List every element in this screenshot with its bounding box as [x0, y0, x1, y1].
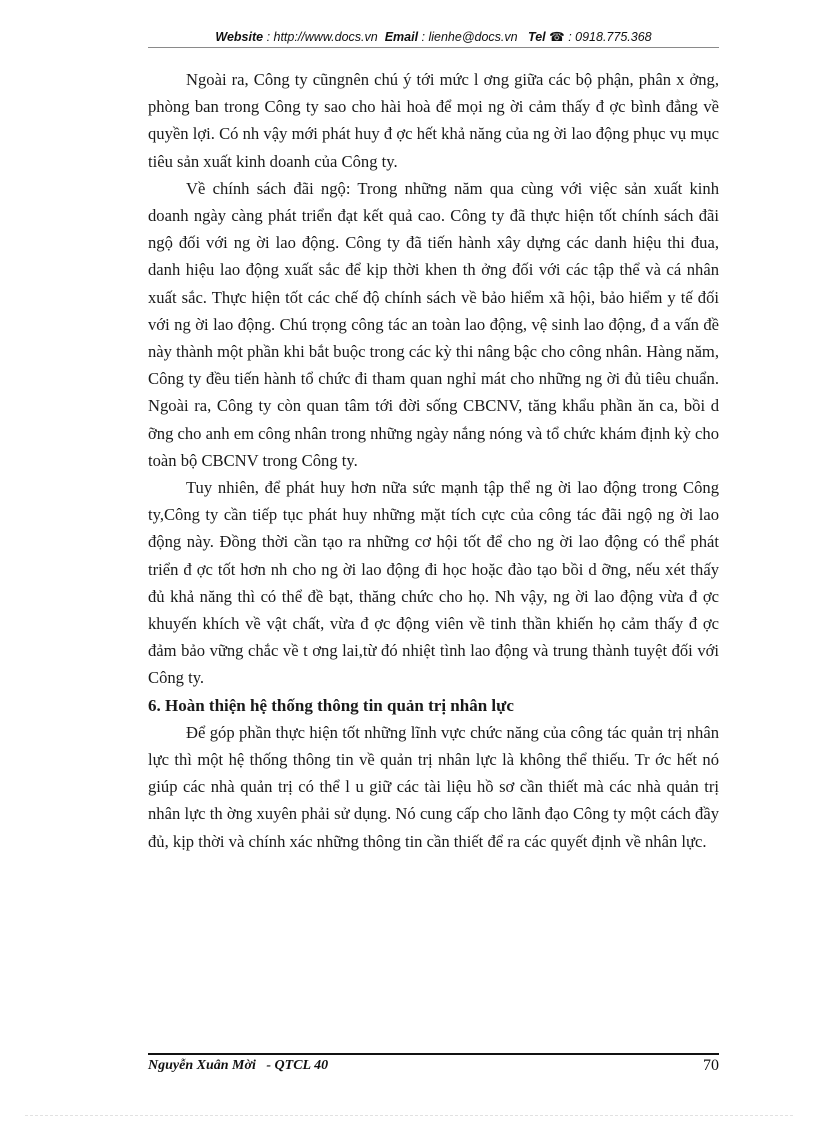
page-edge-divider: [25, 1115, 793, 1116]
paragraph-benefits-policy: Về chính sách đãi ngộ: Trong những năm qua cùng với việc sản xuất kinh doanh ngày càng phát triển đạt kết quả cao. Công ty đã thực hiện tốt chính sách đãi ngộ đối với ng ời lao động. Công ty đã tiến hành xây dựng các danh hiệu thi đua, danh hiệu lao động xuất sắc để kịp thời khen th ởng đối với các tập thể và cá nhân xuất sắc. Thực hiện tốt các chế độ chính sách về bảo hiểm xã hội, bảo hiểm y tế đối với ng ời lao động. Chú trọng công tác an toàn lao động, vệ sinh lao động, đ a vấn đề này thành một phần khi bắt buộc trong các kỳ thi nâng bậc cho công nhân. Hàng năm, Công ty đều tiến hành tổ chức đi tham quan nghỉ mát cho những ng ời đủ tiêu chuẩn. Ngoài ra, Công ty còn quan tâm tới đời sống CBCNV, tăng khẩu phần ăn ca, bồi d ỡng cho anh em công nhân trong những ngày nắng nóng và tổ chức khám định kỳ cho toàn bộ CBCNV trong Công ty.: [148, 178, 720, 470]
section-heading: 6. Hoàn thiện hệ thống thông tin quản trị nhân lực: [148, 695, 514, 715]
page-number: 70: [703, 1057, 719, 1074]
page-header: [148, 29, 719, 44]
paragraph-information-system: Để góp phần thực hiện tốt những lĩnh vực chức năng của công tác quản trị nhân lực thì một hệ thống thông tin về quản trị nhân lực là không thể thiếu. Tr ớc hết nó giúp các nhà quản trị có thể l u giữ các tài liệu hồ sơ cần thiết mà các nhà quản trị nhân lực th ờng xuyên phải sử dụng. Nó cung cấp cho lãnh đạo Công ty một cách đầy đủ, kịp thời và chính xác những thông tin cần thiết để ra các quyết định về nhân lực.: [148, 722, 719, 851]
tel-number: : 0918.775.368: [568, 30, 652, 44]
footer-author: Nguyễn Xuân Mời - QTCL 40: [148, 1058, 329, 1073]
footer-divider: [148, 1053, 719, 1055]
paragraph-salary: Ngoài ra, Công ty cũngnên chú ý tới mức l ơng giữa các bộ phận, phân x ởng, phòng ban trong Công ty sao cho hài hoà để mọi ng ời cảm thấy đ ợc bình đẳng về quyền lợi. Có nh vậy mới phát huy đ ợc hết khả năng của ng ời lao động phục vụ mục tiêu sản xuất kinh doanh của Công ty.: [148, 70, 719, 171]
header-divider: [148, 47, 719, 48]
document-body: [148, 66, 719, 855]
paragraph-further-development: Tuy nhiên, để phát huy hơn nữa sức mạnh tập thể ng ời lao động trong Công ty,Công ty cần tiếp tục phát huy những mặt tích cực của công tác đãi ngộ ng ời lao động này. Đồng thời cần tạo ra những cơ hội tốt để cho ng ời lao động có thể phát triển đ ợc tốt hơn nh cho ng ời lao động đi học hoặc đào tạo bồi d ỡng, nếu xét thấy đủ khả năng thì có thể đề bạt, thăng chức cho họ. Nh vậy, ng ời lao động vừa đ ợc khuyến khích về vật chất, vừa đ ợc động viên về tinh thần khiến họ cảm thấy đ ợc đảm bảo vững chắc về t ơng lai,từ đó nhiệt tình lao động và trung thành tuyệt đối với Công ty.: [148, 478, 719, 688]
phone-icon: ☎: [549, 30, 565, 44]
email-label: Email: [384, 30, 419, 44]
website-label: Website: [215, 30, 264, 44]
website-url[interactable]: : http://www.docs.vn: [266, 30, 378, 44]
tel-label: Tel: [528, 30, 546, 44]
email-address[interactable]: : lienhe@docs.vn: [421, 30, 518, 44]
